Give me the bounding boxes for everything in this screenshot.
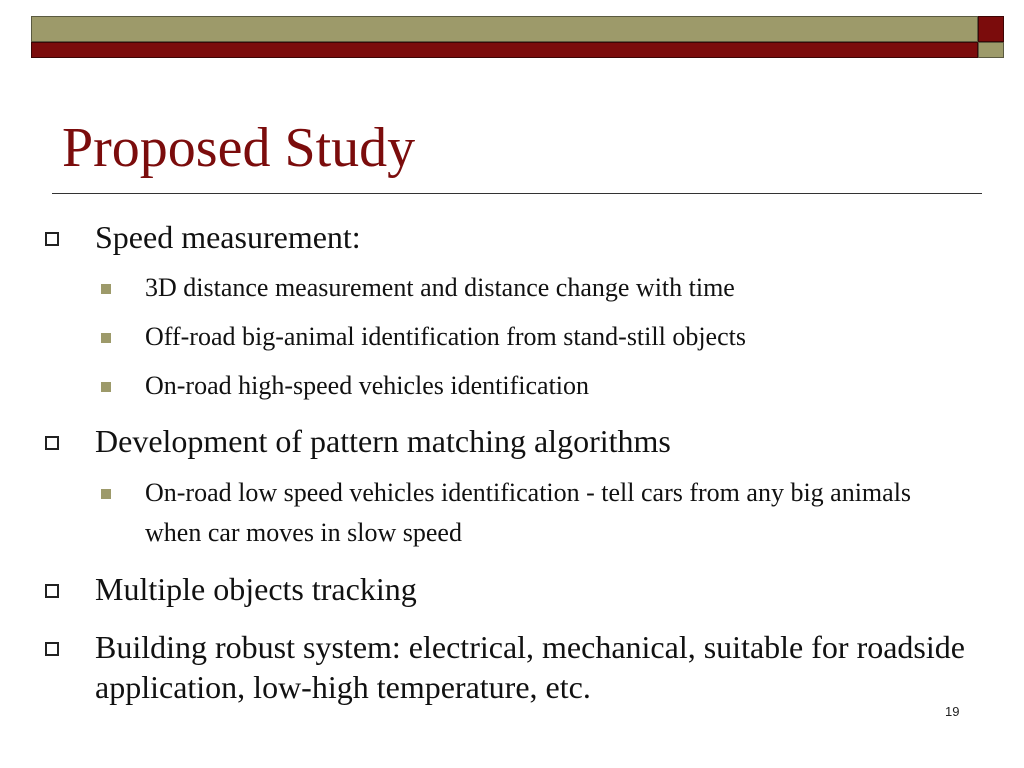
header-maroon-bar bbox=[31, 42, 978, 58]
hollow-square-bullet-icon bbox=[45, 584, 59, 598]
bullet-item: Speed measurement: bbox=[95, 219, 361, 255]
header-olive-square bbox=[978, 42, 1004, 58]
filled-square-bullet-icon bbox=[101, 333, 111, 343]
filled-square-bullet-icon bbox=[101, 489, 111, 499]
header-maroon-square bbox=[978, 16, 1004, 42]
hollow-square-bullet-icon bbox=[45, 232, 59, 246]
title-divider bbox=[52, 193, 982, 194]
sub-bullet-item: 3D distance measurement and distance change with time bbox=[145, 273, 735, 302]
bullet-item: Multiple objects tracking bbox=[95, 571, 417, 607]
page-number: 19 bbox=[945, 704, 960, 719]
bullet-item: Building robust system: electrical, mechanical, suitable for roadside application, low-high temperature, etc. bbox=[95, 629, 965, 705]
hollow-square-bullet-icon bbox=[45, 436, 59, 450]
filled-square-bullet-icon bbox=[101, 382, 111, 392]
sub-bullet-item: On-road low speed vehicles identification - tell cars from any big animals when car moves in slow speed bbox=[145, 478, 912, 547]
filled-square-bullet-icon bbox=[101, 284, 111, 294]
slide-title: Proposed Study bbox=[62, 117, 416, 179]
bullet-item: Development of pattern matching algorithms bbox=[95, 423, 671, 459]
sub-bullet-item: On-road high-speed vehicles identification bbox=[145, 371, 590, 400]
hollow-square-bullet-icon bbox=[45, 642, 59, 656]
sub-bullet-item: Off-road big-animal identification from stand-still objects bbox=[145, 322, 746, 351]
header-olive-bar bbox=[31, 16, 978, 42]
